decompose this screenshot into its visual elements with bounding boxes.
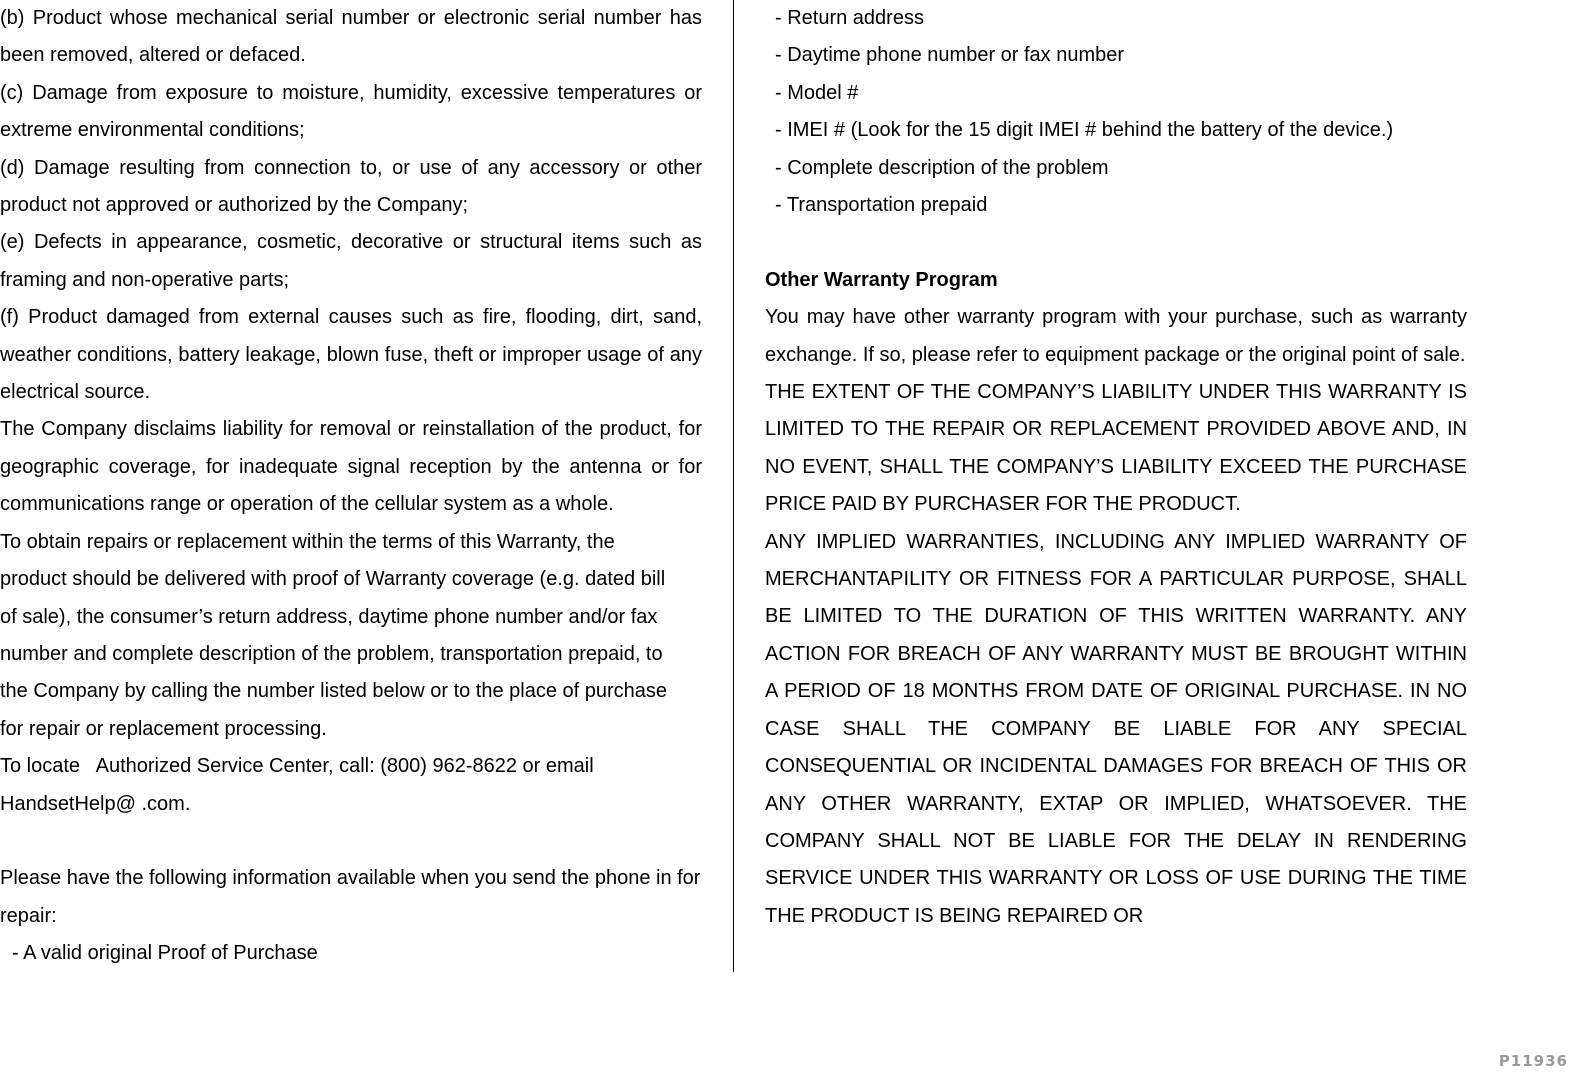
paragraph-exclusion-f: (f) Product damaged from external causes such as fire, flooding, dirt, sand, weather conditions, battery leakage, blown fuse, theft or improper usage of any electrical source.	[0, 306, 702, 404]
text-line: the Company by calling the number listed below or to the place of purchase	[0, 680, 668, 703]
right-column	[765, 0, 1467, 935]
paragraph-exclusion-d: (d) Damage resulting from connection to, or use of any accessory or other product not approved or authorized by the Company;	[0, 156, 702, 217]
paragraph-implied-warranties: ANY IMPLIED WARRANTIES, INCLUDING ANY IMPLIED WARRANTY OF MERCHANTAPILITY OR FITNESS FOR A PARTICULAR PURPOSE, SHALL BE LIMITED TO THE DURATION OF THIS WRITTEN WARRANTY. ANY ACTION FOR BREACH OF ANY WARRANTY MUST BE BROUGHT WITHIN A PERIOD OF 18 MONTHS FROM DATE OF ORIGINAL PURCHASE. IN NO CASE SHALL THE COMPANY BE LIABLE FOR ANY SPECIAL CONSEQUENTIAL OR INCIDENTAL DAMAGES FOR BREACH OF THIS OR ANY OTHER WARRANTY, EXTAP OR IMPLIED, WHATSOEVER. THE COMPANY SHALL NOT BE LIABLE FOR THE DELAY IN RENDERING SERVICE UNDER THIS WARRANTY OR LOSS OF USE DURING THE TIME THE PRODUCT IS BEING REPAIRED OR	[765, 530, 1467, 927]
list-item: - Daytime phone number or fax number	[775, 44, 1125, 67]
text-line: product should be delivered with proof of Warranty coverage (e.g. dated bill	[0, 568, 666, 591]
list-item: - Complete description of the problem	[775, 156, 1109, 179]
paragraph-obtain-repairs	[0, 524, 702, 748]
left-column	[0, 0, 702, 973]
list-item: - A valid original Proof of Purchase	[12, 942, 318, 965]
paragraph-other-warranty: You may have other warranty program with your purchase, such as warranty exchange. If so, please refer to equipment package or the original point of sale.	[765, 306, 1467, 366]
page-number: P11936	[1498, 1052, 1568, 1070]
paragraph-exclusion-b: (b) Product whose mechanical serial number or electronic serial number has been removed, altered or defaced.	[0, 7, 702, 67]
column-divider	[733, 0, 734, 972]
list-item: - Transportation prepaid	[775, 194, 988, 217]
text-line: To locate Authorized Service Center, call: (800) 962-8622 or email	[0, 755, 594, 778]
paragraph-locate-service-center	[0, 748, 702, 823]
paragraph-exclusion-e: (e) Defects in appearance, cosmetic, decorative or structural items such as framing and non-operative parts;	[0, 231, 702, 291]
required-info-list	[765, 0, 1467, 224]
list-item: - Model #	[775, 81, 859, 104]
text-line: HandsetHelp@ .com.	[0, 792, 191, 815]
text-line: To obtain repairs or replacement within the terms of this Warranty, the	[0, 530, 615, 553]
paragraph-please-have-info: Please have the following information available when you send the phone in for repair:	[0, 867, 701, 927]
list-item: - IMEI # (Look for the 15 digit IMEI # behind the battery of the device.)	[775, 119, 1394, 142]
text-line: number and complete description of the problem, transportation prepaid, to	[0, 642, 663, 665]
text-line: of sale), the consumer’s return address, daytime phone number and/or fax	[0, 605, 658, 628]
paragraph-disclaimer: The Company disclaims liability for removal or reinstallation of the product, for geographic coverage, for inadequate signal reception by the antenna or for communications range or operation of the cellular system as a whole.	[0, 418, 702, 516]
paragraph-exclusion-c: (c) Damage from exposure to moisture, humidity, excessive temperatures or extreme environmental conditions;	[0, 81, 702, 142]
section-heading: Other Warranty Program	[765, 268, 998, 291]
paragraph-liability-extent: THE EXTENT OF THE COMPANY’S LIABILITY UNDER THIS WARRANTY IS LIMITED TO THE REPAIR OR REPLACEMENT PROVIDED ABOVE AND, IN NO EVENT, SHALL THE COMPANY’S LIABILITY EXCEED THE PURCHASE PRICE PAID BY PURCHASER FOR THE PRODUCT.	[765, 381, 1467, 516]
text-line: for repair or replacement processing.	[0, 717, 327, 740]
blank-line	[765, 224, 1467, 261]
list-item: - Return address	[775, 7, 924, 29]
blank-line	[0, 823, 702, 860]
